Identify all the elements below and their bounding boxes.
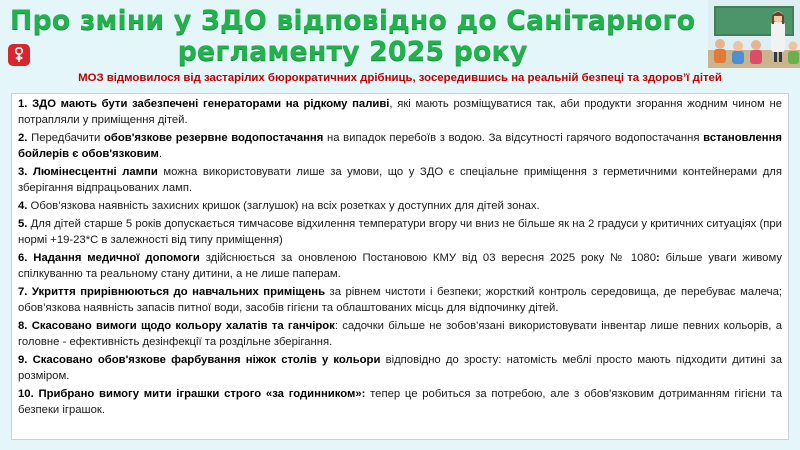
item-text: : садочки більше не зобов'язані використовувати інвентар лише певних кольорів, а головне - ефективність дезінфекції та роздільне зберігання. (18, 319, 782, 348)
title-line-1: Про зміни у ЗДО відповідно до Санітарного (9, 5, 696, 36)
item-text: , які мають розміщуватися так, аби продукти згорання жодним чином не потрапляли у приміщення дітей. (18, 98, 782, 127)
item-text: можна використовувати лише за умови, що у ЗДО є спеціальне приміщення з герметичними контейнерами для зберігання відпрацьованих ламп. (18, 165, 782, 195)
item-emphasis: 7. Укриття прирівнюються до навчальних приміщень (18, 285, 326, 298)
item-text: більше уваги живому спілкуванню та реальному стану дитини, а не лише паперам. (18, 251, 783, 280)
item-text: на випадок перебоїв з водою. За відсутності гарячого водопостачання (323, 131, 704, 144)
list-item (18, 250, 782, 283)
list-item (18, 164, 782, 197)
rules-list (11, 93, 789, 440)
ministry-emblem-icon (8, 44, 30, 66)
item-emphasis: обов'язкове резервне водопостачання (103, 131, 324, 144)
item-text: здійснюється за оновленою Постановою КМУ від 03 вересня 2025 року № 1080 (199, 251, 656, 264)
list-item (18, 198, 782, 214)
item-emphasis: встановлення бойлерів є обов'язковим (18, 131, 782, 161)
item-text: Обов’язкова наявність захисних кришок (заглушок) на всіх розетках у доступних для дітей зонах. (27, 199, 540, 212)
list-item (18, 96, 782, 129)
item-text: Передбачити (27, 131, 104, 144)
item-emphasis: 9. Скасовано обов'язкове фарбування ніжок столів у кольори (18, 353, 381, 366)
list-item (18, 130, 782, 163)
item-emphasis: 5. (18, 217, 28, 230)
item-emphasis: 1. ЗДО мають бути забезпечені генераторами на рідкому паливі (18, 98, 390, 110)
item-text: відповідно до зросту: натомість меблі просто мають підходити дитині за розміром. (18, 353, 782, 382)
page-title (0, 5, 705, 67)
list-item (18, 318, 782, 351)
item-emphasis: 2. (18, 131, 28, 144)
item-emphasis: 3. Люмінесцентні лампи (18, 165, 158, 178)
item-text: за рівнем чистоти і безпеки; жорсткий контроль середовища, де перебуває малеча; обов’язкова наявність запасів питної води, засобів гігієни та облаштованих місць для відпочинку дітей. (18, 285, 782, 314)
title-line-2: регламенту 2025 року (177, 36, 528, 67)
list-item (18, 216, 782, 249)
subtitle: МОЗ відмовилося від застарілих бюрократичних дрібниць, зосередившись на реальній безпеці та здоров’ї дітей (78, 72, 722, 84)
classroom-illustration (708, 0, 800, 68)
item-emphasis: 8. Скасовано вимоги щодо кольору халатів та ганчірок (18, 319, 335, 332)
item-text: Для дітей старше 5 років допускається тимчасове відхилення температури вгору чи вниз не більше як на 2 градуси у критичних ситуаціях (при нормі +19-23*С в залежності від типу приміщення) (18, 217, 782, 246)
item-emphasis: 10. Прибрано вимогу мити іграшки строго «за годинником»: (18, 387, 366, 400)
list-item (18, 284, 782, 317)
item-text: . (158, 148, 163, 161)
item-emphasis: 4. (18, 199, 28, 212)
item-emphasis: 6. Надання медичної допомоги (18, 251, 200, 264)
list-item (18, 352, 782, 385)
item-emphasis: : (656, 251, 660, 264)
item-text: тепер це робиться за потребою, але з обов'язковим дотриманням гігієни та безпеки іграшок. (18, 387, 782, 416)
list-item (18, 386, 782, 419)
